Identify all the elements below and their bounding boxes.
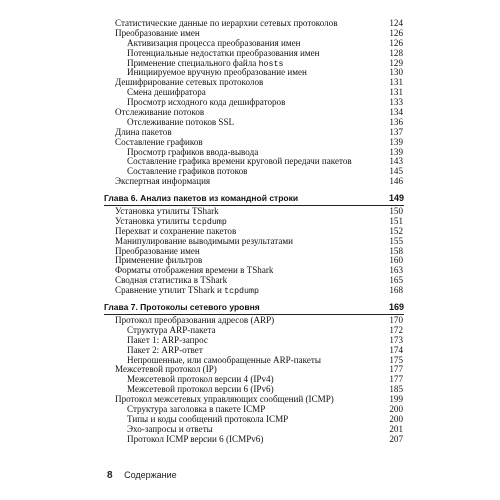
toc-entry	[0, 227, 500, 237]
toc-entry	[0, 68, 500, 78]
toc-entry-page: 155	[389, 235, 403, 246]
toc-entry	[0, 19, 500, 29]
toc-entry-page: 126	[389, 27, 403, 38]
toc-entry-title: Установка утилиты TShark	[115, 207, 219, 217]
toc-entry-title: Применение специального файла hosts	[127, 58, 284, 69]
toc-entry-page: 168	[389, 285, 403, 296]
toc-entry	[0, 435, 500, 445]
toc-entry-page: 165	[389, 275, 403, 286]
toc-entry-page: 143	[389, 156, 403, 167]
toc-entry	[0, 276, 500, 286]
chapter-heading	[104, 192, 404, 206]
toc-entry-title: Типы и коды сообщений протокола ICMP	[127, 414, 289, 424]
toc-entry-page: 152	[389, 225, 403, 236]
toc-entry	[0, 78, 500, 88]
toc-entry-page: 163	[389, 265, 403, 276]
toc-entry-page: 139	[389, 136, 403, 147]
toc-entry	[0, 177, 500, 187]
toc-entry-page: 177	[389, 364, 403, 375]
toc-entry	[0, 148, 500, 158]
chapter-title: Глава 7. Протоколы сетевого уровня	[104, 302, 260, 313]
toc-entry	[0, 375, 500, 385]
toc-entry	[0, 425, 500, 435]
toc-entry	[0, 356, 500, 366]
toc-entry-page: 134	[389, 107, 403, 118]
toc-entry-title: Составление графика времени круговой передачи пакетов	[127, 157, 352, 167]
toc-entry-title: Дешифрирование сетевых протоколов	[115, 78, 264, 88]
table-of-contents	[0, 19, 500, 445]
toc-entry	[0, 39, 500, 49]
toc-entry	[0, 138, 500, 148]
toc-entry-page: 174	[389, 344, 403, 355]
toc-entry	[0, 29, 500, 39]
toc-entry-title: Составление графиков потоков	[127, 167, 248, 177]
toc-entry-title: Пакет 2: ARP-ответ	[127, 345, 203, 355]
toc-entry-page: 131	[389, 77, 403, 88]
toc-entry-page: 137	[389, 126, 403, 137]
toc-entry-page: 177	[389, 374, 403, 385]
toc-entry-page: 129	[389, 57, 403, 68]
toc-entry	[0, 316, 500, 326]
toc-entry	[0, 128, 500, 138]
toc-entry-page: 126	[389, 37, 403, 48]
toc-entry-title: Смена дешифратора	[127, 88, 206, 98]
toc-entry	[0, 286, 500, 296]
toc-entry	[0, 326, 500, 336]
toc-entry-page: 185	[389, 384, 403, 395]
toc-entry-title: Длина пакетов	[115, 127, 172, 137]
toc-entry-page: 136	[389, 116, 403, 127]
toc-entry-title: Форматы отображения времени в TShark	[115, 266, 274, 276]
toc-entry	[0, 49, 500, 59]
toc-entry-page: 199	[389, 394, 403, 405]
toc-entry	[0, 336, 500, 346]
toc-entry-title: Структура заголовка в пакете ICMP	[127, 404, 266, 414]
toc-entry-title: Составление графиков	[115, 137, 203, 147]
toc-entry-title: Межсетевой протокол версии 6 (IPv6)	[127, 385, 274, 395]
toc-entry-title: Манипулирование выводимыми результатами	[115, 236, 294, 246]
chapter-page-number: 149	[388, 193, 404, 204]
running-footer-title: Содержание	[124, 470, 177, 480]
toc-entry-title: Потенциальные недостатки преобразования имен	[127, 48, 320, 58]
toc-entry-title: Установка утилиты tcpdump	[115, 216, 227, 227]
page-number: 8	[107, 470, 113, 481]
chapter-title: Глава 6. Анализ пакетов из командной строки	[104, 193, 299, 204]
toc-entry	[0, 167, 500, 177]
toc-entry-page: 150	[389, 206, 403, 217]
toc-entry	[0, 346, 500, 356]
toc-entry-title: Активизация процесса преобразования имен	[127, 38, 301, 48]
toc-entry-page: 130	[389, 67, 403, 78]
toc-entry	[0, 98, 500, 108]
toc-entry-page: 124	[389, 18, 403, 28]
toc-entry	[0, 207, 500, 217]
toc-entry	[0, 385, 500, 395]
toc-entry-page: 173	[389, 334, 403, 345]
toc-entry-page: 207	[389, 433, 403, 444]
toc-entry-title: Преобразование имен	[115, 246, 200, 256]
toc-entry-page: 145	[389, 166, 403, 177]
toc-entry-title: Преобразование имен	[115, 28, 200, 38]
toc-entry-title: Структура ARP-пакета	[127, 325, 216, 335]
toc-entry-title: Непрошенные, или самообращенные ARP-пакеты	[127, 355, 321, 365]
toc-entry-title: Отслеживание потоков SSL	[127, 117, 235, 127]
toc-entry-page: 200	[389, 403, 403, 414]
toc-entry-title: Перехват и сохранение пакетов	[115, 226, 237, 236]
toc-entry-page: 146	[389, 176, 403, 187]
toc-entry	[0, 157, 500, 167]
toc-section-continued	[0, 19, 500, 187]
toc-entry	[0, 365, 500, 375]
page-footer	[107, 470, 177, 481]
toc-entry	[0, 405, 500, 415]
toc-entry-page: 131	[389, 87, 403, 98]
toc-entry-title: Межсетевой протокол (IP)	[115, 365, 217, 375]
toc-entry-page: 128	[389, 47, 403, 58]
toc-entry-title: Эхо-запросы и ответы	[127, 424, 213, 434]
toc-entry-title: Экспертная информация	[115, 177, 211, 187]
chapter-6-entries	[0, 207, 500, 296]
toc-entry-title: Просмотр графиков ввода-вывода	[127, 147, 259, 157]
toc-entry	[0, 118, 500, 128]
toc-entry	[0, 256, 500, 266]
toc-entry-page: 158	[389, 245, 403, 256]
chapter-7-entries	[0, 316, 500, 445]
toc-entry	[0, 266, 500, 276]
toc-entry	[0, 237, 500, 247]
toc-entry-title: Применение фильтров	[115, 256, 203, 266]
chapter-heading	[104, 301, 404, 315]
toc-entry-title: Статистические данные по иерархии сетевых протоколов	[115, 19, 338, 28]
toc-entry-page: 133	[389, 97, 403, 108]
toc-entry-title: Протокол ICMP версии 6 (ICMPv6)	[127, 434, 264, 444]
toc-entry	[0, 108, 500, 118]
chapter-page-number: 169	[388, 302, 404, 313]
toc-entry-title: Протокол преобразования адресов (ARP)	[115, 315, 275, 325]
toc-entry-page: 175	[389, 354, 403, 365]
toc-entry-page: 151	[389, 215, 403, 226]
toc-entry-title: Отслеживание потоков	[115, 108, 205, 118]
toc-entry-page: 200	[389, 413, 403, 424]
toc-entry	[0, 217, 500, 227]
toc-entry-page: 170	[389, 314, 403, 325]
toc-entry-title: Инициируемое вручную преобразование имен	[127, 68, 307, 78]
toc-entry-title: Сводная статистика в TShark	[115, 276, 228, 286]
toc-entry	[0, 59, 500, 69]
toc-entry-title: Пакет 1: ARP-запрос	[127, 335, 208, 345]
toc-entry-title: Просмотр исходного кода дешифраторов	[127, 98, 286, 108]
toc-entry-page: 201	[389, 423, 403, 434]
toc-entry-page: 139	[389, 146, 403, 157]
toc-entry	[0, 395, 500, 405]
toc-entry-page: 172	[389, 324, 403, 335]
toc-entry	[0, 415, 500, 425]
toc-entry-title: Протокол межсетевых управляющих сообщений (ICMP)	[115, 395, 334, 405]
toc-entry	[0, 247, 500, 257]
toc-entry-title: Межсетевой протокол версии 4 (IPv4)	[127, 375, 274, 385]
toc-entry	[0, 88, 500, 98]
toc-entry-title: Сравнение утилит TShark и tcpdump	[115, 286, 259, 297]
toc-entry-page: 160	[389, 255, 403, 266]
